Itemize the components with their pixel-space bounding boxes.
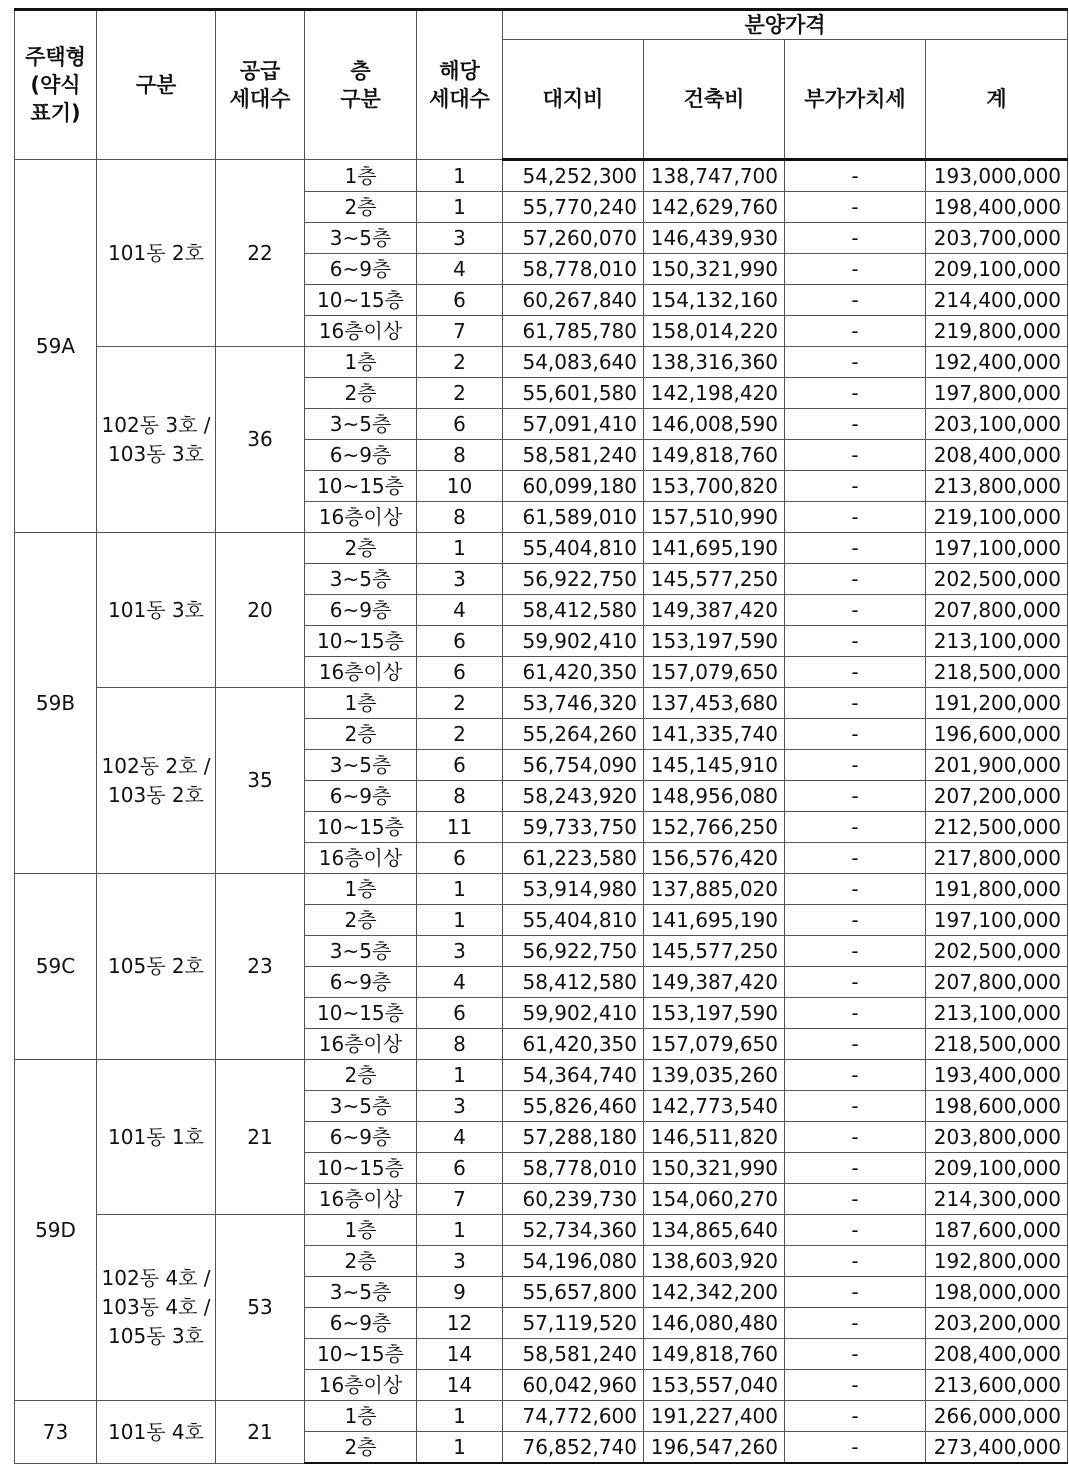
supply-units-cell: 23 <box>216 874 305 1060</box>
total-cell: 198,600,000 <box>926 1091 1068 1122</box>
floor-cell: 3~5층 <box>305 564 417 595</box>
floor-cell: 10~15층 <box>305 812 417 843</box>
land-cost-cell: 61,223,580 <box>503 843 644 874</box>
floor-cell: 3~5층 <box>305 750 417 781</box>
units-cell: 3 <box>417 1091 503 1122</box>
floor-cell: 2층 <box>305 378 417 409</box>
building-cost-cell: 134,865,640 <box>644 1215 785 1246</box>
building-cost-cell: 138,747,700 <box>644 160 785 192</box>
building-cost-cell: 153,557,040 <box>644 1370 785 1401</box>
vat-cell: - <box>785 967 926 998</box>
land-cost-cell: 54,364,740 <box>503 1060 644 1091</box>
total-cell: 203,100,000 <box>926 409 1068 440</box>
floor-cell: 16층이상 <box>305 502 417 533</box>
units-cell: 1 <box>417 1215 503 1246</box>
total-cell: 218,500,000 <box>926 657 1068 688</box>
units-cell: 1 <box>417 1432 503 1464</box>
floor-cell: 16층이상 <box>305 1370 417 1401</box>
vat-cell: - <box>785 316 926 347</box>
building-cost-cell: 157,079,650 <box>644 1029 785 1060</box>
total-cell: 203,700,000 <box>926 223 1068 254</box>
supply-units-cell: 53 <box>216 1215 305 1401</box>
vat-cell: - <box>785 998 926 1029</box>
units-cell: 1 <box>417 1060 503 1091</box>
category-cell: 102동 2호 / 103동 2호 <box>97 688 216 874</box>
land-cost-cell: 61,420,350 <box>503 1029 644 1060</box>
floor-cell: 2층 <box>305 1060 417 1091</box>
land-cost-cell: 58,778,010 <box>503 1153 644 1184</box>
land-cost-cell: 55,601,580 <box>503 378 644 409</box>
house-type-cell: 59D <box>15 1060 97 1401</box>
vat-cell: - <box>785 1339 926 1370</box>
land-cost-cell: 55,826,460 <box>503 1091 644 1122</box>
total-cell: 191,800,000 <box>926 874 1068 905</box>
house-type-cell: 59B <box>15 533 97 874</box>
land-cost-cell: 59,902,410 <box>503 998 644 1029</box>
vat-cell: - <box>785 874 926 905</box>
units-cell: 6 <box>417 1153 503 1184</box>
floor-cell: 6~9층 <box>305 1308 417 1339</box>
vat-cell: - <box>785 254 926 285</box>
building-cost-cell: 150,321,990 <box>644 254 785 285</box>
units-cell: 6 <box>417 843 503 874</box>
building-cost-cell: 137,885,020 <box>644 874 785 905</box>
land-cost-cell: 58,581,240 <box>503 440 644 471</box>
units-cell: 1 <box>417 192 503 223</box>
header-category: 구분 <box>97 10 216 160</box>
land-cost-cell: 59,733,750 <box>503 812 644 843</box>
vat-cell: - <box>785 688 926 719</box>
total-cell: 207,200,000 <box>926 781 1068 812</box>
land-cost-cell: 54,083,640 <box>503 347 644 378</box>
units-cell: 6 <box>417 998 503 1029</box>
building-cost-cell: 153,700,820 <box>644 471 785 502</box>
category-cell: 101동 2호 <box>97 160 216 347</box>
total-cell: 218,500,000 <box>926 1029 1068 1060</box>
land-cost-cell: 55,404,810 <box>503 533 644 564</box>
floor-cell: 3~5층 <box>305 223 417 254</box>
units-cell: 6 <box>417 657 503 688</box>
category-cell: 101동 3호 <box>97 533 216 688</box>
building-cost-cell: 150,321,990 <box>644 1153 785 1184</box>
units-cell: 1 <box>417 874 503 905</box>
vat-cell: - <box>785 285 926 316</box>
price-table-container <box>14 8 1068 1464</box>
floor-cell: 2층 <box>305 1432 417 1464</box>
building-cost-cell: 191,227,400 <box>644 1401 785 1432</box>
units-cell: 2 <box>417 688 503 719</box>
total-cell: 214,300,000 <box>926 1184 1068 1215</box>
house-type-cell: 59C <box>15 874 97 1060</box>
floor-cell: 6~9층 <box>305 595 417 626</box>
total-cell: 212,500,000 <box>926 812 1068 843</box>
table-header <box>15 10 1068 160</box>
building-cost-cell: 141,695,190 <box>644 533 785 564</box>
units-cell: 4 <box>417 967 503 998</box>
units-cell: 3 <box>417 564 503 595</box>
header-land-cost: 대지비 <box>503 40 644 160</box>
building-cost-cell: 139,035,260 <box>644 1060 785 1091</box>
vat-cell: - <box>785 1153 926 1184</box>
units-cell: 2 <box>417 347 503 378</box>
building-cost-cell: 146,080,480 <box>644 1308 785 1339</box>
land-cost-cell: 61,785,780 <box>503 316 644 347</box>
building-cost-cell: 145,577,250 <box>644 936 785 967</box>
vat-cell: - <box>785 160 926 192</box>
vat-cell: - <box>785 1215 926 1246</box>
table-row <box>15 347 1068 378</box>
floor-cell: 16층이상 <box>305 657 417 688</box>
table-row <box>15 533 1068 564</box>
supply-units-cell: 22 <box>216 160 305 347</box>
vat-cell: - <box>785 1122 926 1153</box>
units-cell: 7 <box>417 316 503 347</box>
units-cell: 1 <box>417 905 503 936</box>
land-cost-cell: 74,772,600 <box>503 1401 644 1432</box>
building-cost-cell: 149,818,760 <box>644 440 785 471</box>
units-cell: 8 <box>417 502 503 533</box>
land-cost-cell: 56,754,090 <box>503 750 644 781</box>
building-cost-cell: 146,511,820 <box>644 1122 785 1153</box>
units-cell: 8 <box>417 1029 503 1060</box>
vat-cell: - <box>785 1029 926 1060</box>
vat-cell: - <box>785 1060 926 1091</box>
building-cost-cell: 142,773,540 <box>644 1091 785 1122</box>
land-cost-cell: 55,264,260 <box>503 719 644 750</box>
units-cell: 10 <box>417 471 503 502</box>
units-cell: 3 <box>417 1246 503 1277</box>
total-cell: 219,800,000 <box>926 316 1068 347</box>
total-cell: 209,100,000 <box>926 1153 1068 1184</box>
vat-cell: - <box>785 409 926 440</box>
table-row <box>15 160 1068 192</box>
vat-cell: - <box>785 843 926 874</box>
total-cell: 196,600,000 <box>926 719 1068 750</box>
floor-cell: 6~9층 <box>305 967 417 998</box>
units-cell: 11 <box>417 812 503 843</box>
sale-price-table <box>14 8 1068 1464</box>
land-cost-cell: 61,589,010 <box>503 502 644 533</box>
floor-cell: 10~15층 <box>305 626 417 657</box>
house-type-cell: 59A <box>15 160 97 533</box>
total-cell: 208,400,000 <box>926 1339 1068 1370</box>
floor-cell: 2층 <box>305 533 417 564</box>
units-cell: 8 <box>417 440 503 471</box>
units-cell: 8 <box>417 781 503 812</box>
supply-units-cell: 20 <box>216 533 305 688</box>
units-cell: 14 <box>417 1339 503 1370</box>
table-row <box>15 688 1068 719</box>
vat-cell: - <box>785 1401 926 1432</box>
building-cost-cell: 142,629,760 <box>644 192 785 223</box>
land-cost-cell: 58,412,580 <box>503 967 644 998</box>
vat-cell: - <box>785 471 926 502</box>
total-cell: 266,000,000 <box>926 1401 1068 1432</box>
units-cell: 9 <box>417 1277 503 1308</box>
floor-cell: 16층이상 <box>305 316 417 347</box>
land-cost-cell: 61,420,350 <box>503 657 644 688</box>
vat-cell: - <box>785 595 926 626</box>
floor-cell: 3~5층 <box>305 1091 417 1122</box>
land-cost-cell: 53,914,980 <box>503 874 644 905</box>
units-cell: 1 <box>417 533 503 564</box>
vat-cell: - <box>785 1246 926 1277</box>
vat-cell: - <box>785 502 926 533</box>
floor-cell: 6~9층 <box>305 254 417 285</box>
units-cell: 2 <box>417 719 503 750</box>
floor-cell: 6~9층 <box>305 1122 417 1153</box>
floor-cell: 3~5층 <box>305 1277 417 1308</box>
building-cost-cell: 146,439,930 <box>644 223 785 254</box>
supply-units-cell: 21 <box>216 1401 305 1464</box>
vat-cell: - <box>785 223 926 254</box>
land-cost-cell: 55,404,810 <box>503 905 644 936</box>
building-cost-cell: 149,818,760 <box>644 1339 785 1370</box>
land-cost-cell: 56,922,750 <box>503 564 644 595</box>
total-cell: 207,800,000 <box>926 967 1068 998</box>
building-cost-cell: 157,079,650 <box>644 657 785 688</box>
land-cost-cell: 60,239,730 <box>503 1184 644 1215</box>
land-cost-cell: 55,657,800 <box>503 1277 644 1308</box>
vat-cell: - <box>785 1432 926 1464</box>
building-cost-cell: 148,956,080 <box>644 781 785 812</box>
total-cell: 214,400,000 <box>926 285 1068 316</box>
total-cell: 191,200,000 <box>926 688 1068 719</box>
total-cell: 273,400,000 <box>926 1432 1068 1464</box>
land-cost-cell: 58,412,580 <box>503 595 644 626</box>
building-cost-cell: 137,453,680 <box>644 688 785 719</box>
building-cost-cell: 154,132,160 <box>644 285 785 316</box>
header-building-cost: 건축비 <box>644 40 785 160</box>
total-cell: 217,800,000 <box>926 843 1068 874</box>
total-cell: 209,100,000 <box>926 254 1068 285</box>
building-cost-cell: 156,576,420 <box>644 843 785 874</box>
building-cost-cell: 145,145,910 <box>644 750 785 781</box>
units-cell: 1 <box>417 1401 503 1432</box>
land-cost-cell: 57,119,520 <box>503 1308 644 1339</box>
floor-cell: 2층 <box>305 192 417 223</box>
header-units: 해당 세대수 <box>417 10 503 160</box>
total-cell: 202,500,000 <box>926 564 1068 595</box>
total-cell: 197,100,000 <box>926 905 1068 936</box>
building-cost-cell: 142,342,200 <box>644 1277 785 1308</box>
floor-cell: 16층이상 <box>305 1029 417 1060</box>
building-cost-cell: 158,014,220 <box>644 316 785 347</box>
table-row <box>15 874 1068 905</box>
land-cost-cell: 58,778,010 <box>503 254 644 285</box>
land-cost-cell: 56,922,750 <box>503 936 644 967</box>
units-cell: 6 <box>417 285 503 316</box>
land-cost-cell: 57,091,410 <box>503 409 644 440</box>
floor-cell: 6~9층 <box>305 781 417 812</box>
land-cost-cell: 53,746,320 <box>503 688 644 719</box>
units-cell: 3 <box>417 223 503 254</box>
building-cost-cell: 138,603,920 <box>644 1246 785 1277</box>
land-cost-cell: 55,770,240 <box>503 192 644 223</box>
floor-cell: 16층이상 <box>305 843 417 874</box>
vat-cell: - <box>785 1370 926 1401</box>
floor-cell: 1층 <box>305 160 417 192</box>
building-cost-cell: 138,316,360 <box>644 347 785 378</box>
floor-cell: 2층 <box>305 905 417 936</box>
land-cost-cell: 60,042,960 <box>503 1370 644 1401</box>
building-cost-cell: 152,766,250 <box>644 812 785 843</box>
units-cell: 4 <box>417 595 503 626</box>
house-type-cell: 73 <box>15 1401 97 1464</box>
floor-cell: 1층 <box>305 347 417 378</box>
vat-cell: - <box>785 626 926 657</box>
building-cost-cell: 146,008,590 <box>644 409 785 440</box>
supply-units-cell: 35 <box>216 688 305 874</box>
supply-units-cell: 36 <box>216 347 305 533</box>
vat-cell: - <box>785 1308 926 1339</box>
total-cell: 213,600,000 <box>926 1370 1068 1401</box>
land-cost-cell: 60,267,840 <box>503 285 644 316</box>
category-cell: 101동 4호 <box>97 1401 216 1464</box>
total-cell: 192,400,000 <box>926 347 1068 378</box>
header-total: 계 <box>926 40 1068 160</box>
total-cell: 198,000,000 <box>926 1277 1068 1308</box>
total-cell: 201,900,000 <box>926 750 1068 781</box>
category-cell: 102동 4호 / 103동 4호 / 105동 3호 <box>97 1215 216 1401</box>
building-cost-cell: 153,197,590 <box>644 626 785 657</box>
floor-cell: 10~15층 <box>305 1339 417 1370</box>
land-cost-cell: 59,902,410 <box>503 626 644 657</box>
building-cost-cell: 141,335,740 <box>644 719 785 750</box>
land-cost-cell: 54,196,080 <box>503 1246 644 1277</box>
total-cell: 208,400,000 <box>926 440 1068 471</box>
floor-cell: 10~15층 <box>305 1153 417 1184</box>
floor-cell: 10~15층 <box>305 471 417 502</box>
vat-cell: - <box>785 1277 926 1308</box>
header-vat: 부가가치세 <box>785 40 926 160</box>
floor-cell: 2층 <box>305 1246 417 1277</box>
land-cost-cell: 58,243,920 <box>503 781 644 812</box>
land-cost-cell: 60,099,180 <box>503 471 644 502</box>
floor-cell: 3~5층 <box>305 936 417 967</box>
vat-cell: - <box>785 812 926 843</box>
vat-cell: - <box>785 192 926 223</box>
building-cost-cell: 142,198,420 <box>644 378 785 409</box>
table-body <box>15 160 1068 1464</box>
units-cell: 3 <box>417 936 503 967</box>
floor-cell: 1층 <box>305 1401 417 1432</box>
units-cell: 6 <box>417 626 503 657</box>
building-cost-cell: 153,197,590 <box>644 998 785 1029</box>
total-cell: 213,100,000 <box>926 998 1068 1029</box>
header-house-type: 주택형 (약식 표기) <box>15 10 97 160</box>
supply-units-cell: 21 <box>216 1060 305 1215</box>
vat-cell: - <box>785 905 926 936</box>
vat-cell: - <box>785 936 926 967</box>
vat-cell: - <box>785 1184 926 1215</box>
floor-cell: 1층 <box>305 688 417 719</box>
vat-cell: - <box>785 781 926 812</box>
floor-cell: 1층 <box>305 874 417 905</box>
building-cost-cell: 149,387,420 <box>644 595 785 626</box>
building-cost-cell: 154,060,270 <box>644 1184 785 1215</box>
category-cell: 105동 2호 <box>97 874 216 1060</box>
vat-cell: - <box>785 1091 926 1122</box>
land-cost-cell: 76,852,740 <box>503 1432 644 1464</box>
units-cell: 4 <box>417 254 503 285</box>
units-cell: 1 <box>417 160 503 192</box>
table-row <box>15 1060 1068 1091</box>
units-cell: 12 <box>417 1308 503 1339</box>
units-cell: 2 <box>417 378 503 409</box>
table-row <box>15 1215 1068 1246</box>
land-cost-cell: 54,252,300 <box>503 160 644 192</box>
vat-cell: - <box>785 564 926 595</box>
total-cell: 193,400,000 <box>926 1060 1068 1091</box>
header-sale-price: 분양가격 <box>503 10 1068 40</box>
floor-cell: 10~15층 <box>305 285 417 316</box>
category-cell: 102동 3호 / 103동 3호 <box>97 347 216 533</box>
land-cost-cell: 57,260,070 <box>503 223 644 254</box>
floor-cell: 3~5층 <box>305 409 417 440</box>
total-cell: 187,600,000 <box>926 1215 1068 1246</box>
land-cost-cell: 58,581,240 <box>503 1339 644 1370</box>
total-cell: 193,000,000 <box>926 160 1068 192</box>
total-cell: 213,100,000 <box>926 626 1068 657</box>
vat-cell: - <box>785 533 926 564</box>
total-cell: 197,100,000 <box>926 533 1068 564</box>
vat-cell: - <box>785 657 926 688</box>
building-cost-cell: 196,547,260 <box>644 1432 785 1464</box>
floor-cell: 1층 <box>305 1215 417 1246</box>
units-cell: 4 <box>417 1122 503 1153</box>
units-cell: 7 <box>417 1184 503 1215</box>
floor-cell: 6~9층 <box>305 440 417 471</box>
units-cell: 6 <box>417 409 503 440</box>
units-cell: 14 <box>417 1370 503 1401</box>
floor-cell: 10~15층 <box>305 998 417 1029</box>
vat-cell: - <box>785 719 926 750</box>
floor-cell: 2층 <box>305 719 417 750</box>
total-cell: 198,400,000 <box>926 192 1068 223</box>
units-cell: 6 <box>417 750 503 781</box>
total-cell: 197,800,000 <box>926 378 1068 409</box>
vat-cell: - <box>785 750 926 781</box>
header-supply-units: 공급 세대수 <box>216 10 305 160</box>
building-cost-cell: 157,510,990 <box>644 502 785 533</box>
land-cost-cell: 57,288,180 <box>503 1122 644 1153</box>
land-cost-cell: 52,734,360 <box>503 1215 644 1246</box>
total-cell: 219,100,000 <box>926 502 1068 533</box>
total-cell: 192,800,000 <box>926 1246 1068 1277</box>
vat-cell: - <box>785 440 926 471</box>
building-cost-cell: 145,577,250 <box>644 564 785 595</box>
floor-cell: 16층이상 <box>305 1184 417 1215</box>
vat-cell: - <box>785 378 926 409</box>
header-floor: 층 구분 <box>305 10 417 160</box>
total-cell: 203,200,000 <box>926 1308 1068 1339</box>
building-cost-cell: 149,387,420 <box>644 967 785 998</box>
total-cell: 202,500,000 <box>926 936 1068 967</box>
total-cell: 213,800,000 <box>926 471 1068 502</box>
table-row <box>15 1401 1068 1432</box>
category-cell: 101동 1호 <box>97 1060 216 1215</box>
building-cost-cell: 141,695,190 <box>644 905 785 936</box>
vat-cell: - <box>785 347 926 378</box>
total-cell: 207,800,000 <box>926 595 1068 626</box>
total-cell: 203,800,000 <box>926 1122 1068 1153</box>
